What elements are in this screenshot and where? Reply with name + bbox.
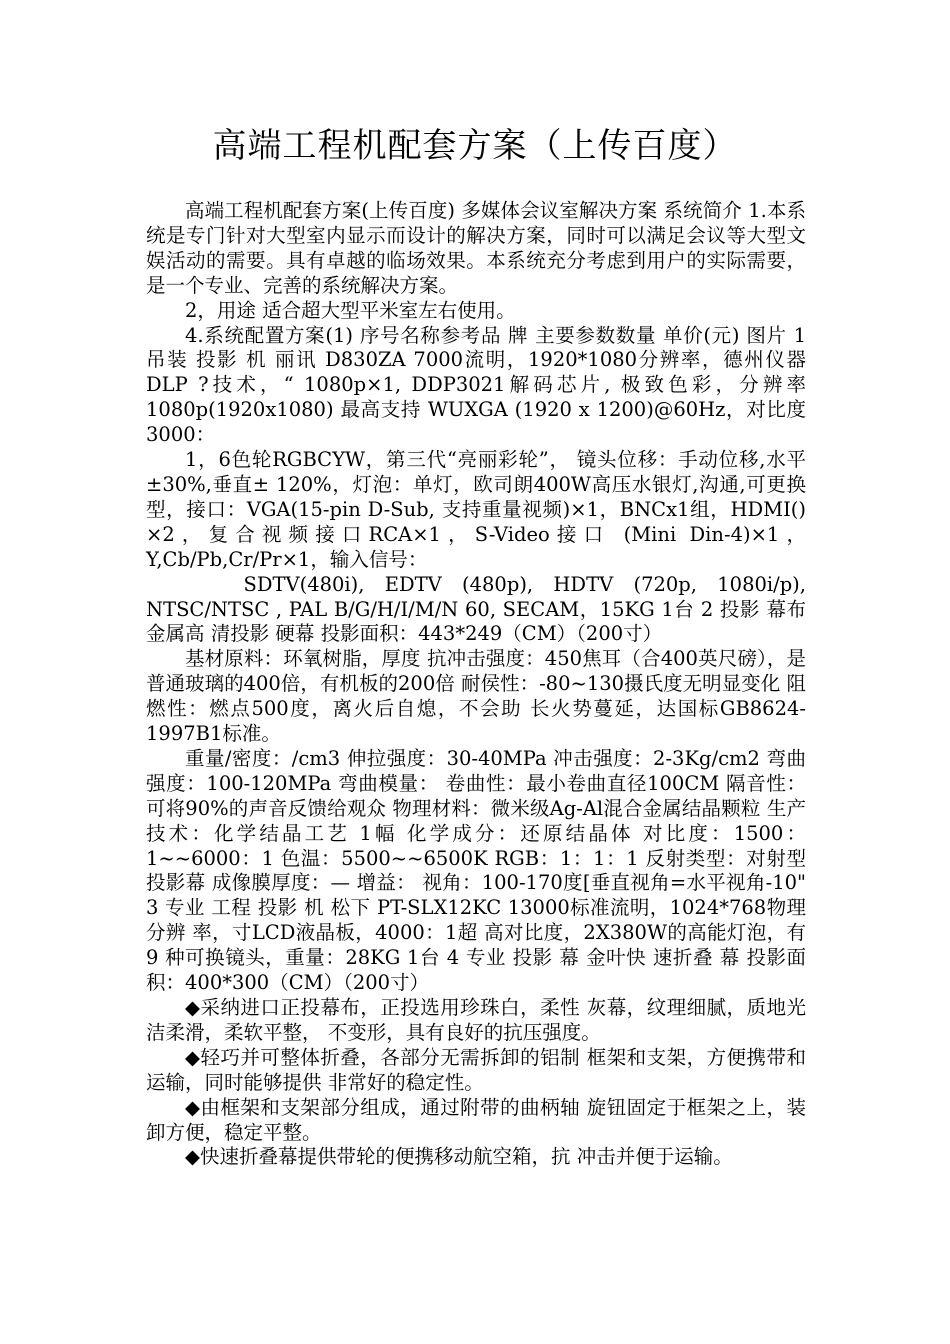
paragraph-input-signals: SDTV(480i), EDTV (480p), HDTV (720p, 1080i/p), NTSC/NTSC , PAL B/G/H/I/M/N 60, SECAM，15KG 1台 2 投影 幕布 金属高 清投影 硬幕 投影面积：443*249（CM）（200寸） bbox=[146, 572, 806, 646]
document-title: 高端工程机配套方案（上传百度） bbox=[212, 126, 738, 166]
paragraph-base-material: 基材原料：环氧树脂，厚度 抗冲击强度：450焦耳（合400英尺磅），是 普通玻璃的400倍，有机板的200倍 耐侯性：-80~130摄氏度无明显变化 阻燃性：燃点500度，离火后自熄，不会助 长火势蔓延，达国标GB8624-1997B1标准。 bbox=[146, 647, 806, 746]
paragraph-physical-specs: 重量/密度：/cm3 伸拉强度：30-40MPa 冲击强度：2-3Kg/cm2 弯曲强度：100-120MPa 弯曲模量： 卷曲性：最小卷曲直径100CM 隔音性：可将90%的声音反馈给观众 物理材料：微米级Ag-Al混合金属结晶颗粒 生产技术：化学结晶工艺 1幅 化学成分：还原结晶体 对比度：1500：1~~6000：1 色温：5500~~6500K RGB：1：1：1 反射类型：对射型投影幕 成像膜厚度：— 增益： 视角：100-170度[垂直视角=水平视角-10" 3 专业 工程 投影 机 松下 PT-SLX12KC 13000标准流明，1024*768物理分辨 率，寸LCD液晶板，4000：1超 高对比度，2X380W的高能灯泡，有9 种可换镜头，重量：28KG 1台 4 专业 投影 幕 金叶快 速折叠 幕 投影面积：400*300（CM）（200寸） bbox=[146, 746, 806, 995]
paragraph-configuration: 4.系统配置方案(1) 序号名称参考品 牌 主要参数数量 单价(元) 图片 1 吊装 投影 机 丽讯 D830ZA 7000流明，1920*1080分辨率，德州仪器DLP ?技术，“ 1080p×1, DDP3021解码芯片, 极致色彩，分辨率 1080p(1920x1080) 最高支持 WUXGA (1920 x 1200)@60Hz，对比度3000： bbox=[146, 323, 806, 447]
paragraph-usage: 2，用途 适合超大型平米室左右使用。 bbox=[185, 298, 516, 322]
document-body bbox=[146, 199, 806, 1170]
paragraph-system-intro: 高端工程机配套方案(上传百度) 多媒体会议室解决方案 系统简介 1.本系统是专门针对大型室内显示而设计的解决方案，同时可以满足会议等大型文娱活动的需要。具有卓越的临场效果。本系统充分考虑到用户的实际需要，是一个专业、完善的系统解决方案。 bbox=[146, 199, 806, 297]
paragraph-bullet-folding: ◆轻巧并可整体折叠，各部分无需拆卸的铝制 框架和支架，方便携带和运输，同时能够提供 非常好的稳定性。 bbox=[146, 1045, 806, 1094]
paragraph-color-wheel: 1，6色轮RGBCYW，第三代“亮丽彩轮”， 镜头位移：手动位移,水平±30%,垂直± 120%，灯泡：单灯，欧司朗400W高压水银灯,沟通,可更换型，接口：VGA(15-pin D-Sub, 支持重量视频)×1，BNCx1组，HDMI() ×2，复合视频接口RCA×1，S-Video接口 (Mini Din-4)×1，Y,Cb/Pb,Cr/Pr×1，输入信号： bbox=[146, 448, 806, 571]
paragraph-bullet-flight-case: ◆快速折叠幕提供带轮的便携移动航空箱，抗 冲击并便于运输。 bbox=[185, 1145, 733, 1169]
paragraph-bullet-frame: ◆由框架和支架部分组成，通过附带的曲柄轴 旋钮固定于框架之上，装卸方便，稳定平整。 bbox=[146, 1095, 806, 1144]
paragraph-bullet-screen-fabric: ◆采纳进口正投幕布，正投选用珍珠白，柔性 灰幕，纹理细腻，质地光洁柔滑，柔软平整， 不变形，具有良好的抗压强度。 bbox=[146, 996, 806, 1044]
